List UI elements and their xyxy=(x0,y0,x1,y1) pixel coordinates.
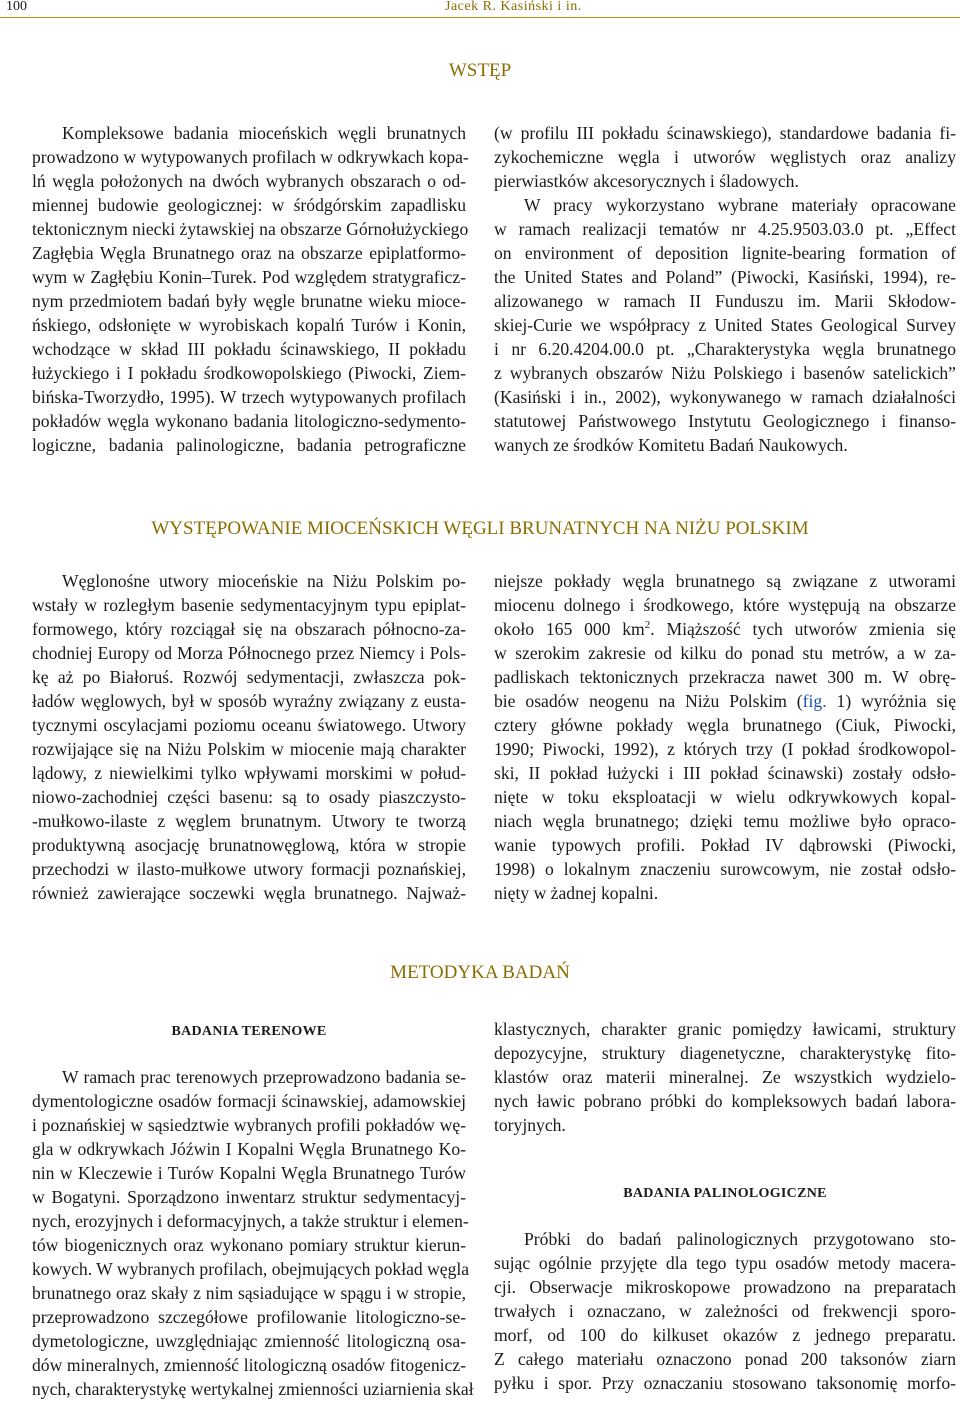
text-line: depozycyjne, struktury diagenetyczne, charakterystykę fito- xyxy=(494,1043,956,1063)
palynology-paragraph xyxy=(494,1227,956,1395)
occurrence-right-column xyxy=(494,569,956,905)
text-line: kowych. W wybranych profilach, obejmujących pokład węgla xyxy=(32,1259,470,1279)
text-line: prowadzono w wytypowanych profilach w odkrywkach kopa- xyxy=(32,147,469,167)
text-line: nych, charakterystykę wertykalnej zmienności uziarnienia skał xyxy=(32,1379,474,1399)
subsection-title-palinologiczne: BADANIA PALINOLOGICZNE xyxy=(623,1186,827,1201)
field-paragraph-cont xyxy=(494,1017,956,1137)
text-line: padliskach tektonicznych przekracza nawet 300 m. W obrę- xyxy=(494,667,956,687)
text-line: lądowy, z niewielkimi tylko wpływami morskimi w połud- xyxy=(32,763,466,783)
text-line: alizowanego w ramach II Funduszu im. Marii Skłodow- xyxy=(494,291,956,311)
text-line: brunatnego oraz skały z nim sąsiadujące w spągu i w stropie, xyxy=(32,1283,466,1303)
text-line: chodniej Europy od Morza Północnego przez Niemcy i Pols- xyxy=(32,643,466,663)
text-line: wym w Zagłębiu Konin–Turek. Pod względem stratygraficz- xyxy=(32,267,466,287)
text-line: Kompleksowe badania mioceńskich węgli brunatnych xyxy=(62,123,466,143)
text-line: nin w Kleczewie i Turów Kopalni Węgla Brunatnego Turów xyxy=(32,1163,466,1183)
text-line: niowo-zachodniej części basenu: są to osady piaszczysto- xyxy=(32,787,466,807)
palynology-right-column xyxy=(494,1227,956,1395)
text-line: pokładów węgla wykonano badania litologiczno-sedymento- xyxy=(32,411,466,431)
superscript-2: 2 xyxy=(644,619,651,632)
text-line: nięte w toku eksploatacji w wielu odkrywkowych kopal- xyxy=(494,787,956,807)
text-line: the United States and Poland” (Piwocki, Kasiński, 1994), re- xyxy=(494,267,956,287)
text-fragment: 1) wyróżnia się xyxy=(826,691,956,711)
text-line: tycznymi oscylacjami poziomu oceanu światowego. Utwory xyxy=(32,715,466,735)
text-line: zykochemiczne węgla i utworów węglistych oraz analizy xyxy=(494,147,956,167)
occurrence-paragraph-cont xyxy=(494,569,956,905)
text-line: niejsze pokłady węgla brunatnego są związane z utworami xyxy=(494,571,956,591)
text-line: w ramach realizacji tematów nr 4.25.9503.03.0 pt. „Effect xyxy=(494,219,956,239)
text-line: W ramach prac terenowych przeprowadzono badania se- xyxy=(62,1067,466,1087)
text-line: przeprowadzono szczegółowe profilowanie litologiczno-se- xyxy=(32,1307,466,1327)
text-line: 1998) o lokalnym znaczeniu surowcowym, nie został odsło- xyxy=(494,859,956,879)
text-line: Zagłębia Węgla Brunatnego oraz na obszarze epiplatformo- xyxy=(32,243,466,263)
text-line: przechodzi w ilasto-mułkowe utwory formacji poznańskiej, xyxy=(32,859,466,879)
text-line: klastów oraz materii mineralnej. Ze wszystkich wydzielo- xyxy=(494,1067,956,1087)
text-line: kę aż po Białoruś. Rozwój sedymentacji, zwłaszcza pok- xyxy=(32,667,466,687)
text-line: morf, od 100 do kilkuset okazów z jednego preparatu. xyxy=(494,1325,956,1345)
text-line: tektonicznym niecki żytawskiej na obszarze Górnołużyckiego xyxy=(32,219,469,239)
intro-paragraph-1 xyxy=(32,121,469,457)
text-line: wchodzące w skład III pokładu ścinawskiego, II pokładu xyxy=(32,339,466,359)
text-line: dów mineralnych, zmienność litologiczną osadów fitogenicz- xyxy=(32,1355,466,1375)
text-line: sując ogólnie przyjęte dla tego typu osadów metody macera- xyxy=(494,1253,956,1273)
text-line: z wybranych obszarów Niżu Polskiego i basenów satelickich” xyxy=(494,363,956,383)
text-line: dymetologiczne, uwzględniając zmienność litologiczną osa- xyxy=(32,1331,466,1351)
text-line: niach węgla brunatnego; dzięki temu możliwe było opraco- xyxy=(494,811,956,831)
section-title-metodyka: METODYKA BADAŃ xyxy=(390,962,570,983)
text-line: miocenu dolnego i środkowego, które występują na obszarze xyxy=(494,595,956,615)
text-line: nięty w żadnej kopalni. xyxy=(494,883,659,903)
text-line: logiczne, badania palinologiczne, badania petrograficzne xyxy=(32,435,466,455)
text-line: cji. Obserwacje mikroskopowe prowadzono na preparatach xyxy=(494,1277,956,1297)
text-line: klastycznych, charakter granic pomiędzy ławicami, struktury xyxy=(494,1019,956,1039)
text-line xyxy=(494,689,956,713)
text-line: Z całego materiału oznaczono ponad 200 taksonów ziarn xyxy=(494,1349,956,1369)
text-line: cztery główne pokłady węgla brunatnego (Ciuk, Piwocki, xyxy=(494,715,956,735)
text-line: -mułkowo-ilaste z węglem brunatnym. Utwory te tworzą xyxy=(32,811,466,831)
text-line: Próbki do badań palinologicznych przygotowano sto- xyxy=(524,1229,956,1249)
figure-link[interactable]: fig. xyxy=(802,691,827,711)
text-line: rozwijające się na Niżu Polskim w miocenie mają charakter xyxy=(32,739,466,759)
text-line: (w profilu III pokładu ścinawskiego), standardowe badania fi- xyxy=(494,123,956,143)
text-line xyxy=(494,617,956,641)
intro-paragraph-2 xyxy=(494,193,956,457)
text-line: Węglonośne utwory mioceńskie na Niżu Polskim po- xyxy=(62,571,466,591)
text-fragment: . Miąższość tych utworów zmienia się xyxy=(650,619,956,639)
text-line: wanie typowych profili. Pokład IV dąbrowski (Piwocki, xyxy=(494,835,956,855)
text-line: statutowej Państwowego Instytutu Geologicznego i finanso- xyxy=(494,411,956,431)
intro-left-column xyxy=(32,121,469,457)
text-line: ski, II pokład łużycki i III pokład ścinawski) zostały odsło- xyxy=(494,763,956,783)
subsection-title-terenowe: BADANIA TERENOWE xyxy=(171,1024,327,1039)
intro-paragraph-1-cont xyxy=(494,121,956,193)
text-line: w Bogatyni. Sporządzono inwentarz struktur sedymentacyj- xyxy=(32,1187,466,1207)
section-title-wstep: WSTĘP xyxy=(448,60,512,81)
text-line: 1990; Piwocki, 1992), z których trzy (I pokład środkowopol- xyxy=(494,739,956,759)
text-line: toryjnych. xyxy=(494,1115,566,1135)
text-line: łużyckiego i I pokładu środkowopolskiego (Piwocki, Ziem- xyxy=(32,363,466,383)
text-line: ńskiego, odsłonięte w wyrobiskach kopalń Turów i Konin, xyxy=(32,315,466,335)
text-line: skiej-Curie we współpracy z United States Geological Survey xyxy=(494,315,956,335)
text-line: produktywną asocjację brunatnowęglową, która w stropie xyxy=(32,835,466,855)
text-line: tów biogenicznych oraz wykonano pomiary struktur kierun- xyxy=(32,1235,466,1255)
text-fragment: bie osadów neogenu na Niżu Polskim ( xyxy=(494,691,803,711)
text-line: w szerokim zakresie od kilku do ponad stu metrów, a w za- xyxy=(494,643,956,663)
text-line: i poznańskiej w sąsiedztwie wybranych profili pokładów wę- xyxy=(32,1115,466,1135)
text-line: nych ławic pobrano próbki do kompleksowych badań labora- xyxy=(494,1091,956,1111)
page-number: 100 xyxy=(6,0,27,14)
text-line: lń węgla położonych na dwóch wybranych obszarach o od- xyxy=(32,171,466,191)
text-line: wstały w rozległym basenie sedymentacyjnym typu epiplat- xyxy=(32,595,466,615)
text-line: nym przedmiotem badań były węgle brunatne wieku mioce- xyxy=(32,291,466,311)
text-line: dymentologiczne osadów formacji ścinawskiej, adamowskiej xyxy=(32,1091,466,1111)
text-line: trwałych i oznaczano, w zależności od frekwencji sporo- xyxy=(494,1301,956,1321)
intro-right-column xyxy=(494,121,956,457)
occurrence-left-column xyxy=(32,569,466,905)
occurrence-paragraph xyxy=(32,569,466,905)
running-author: Jacek R. Kasiński i in. xyxy=(445,0,582,14)
text-line: pyłku i spor. Przy oznaczaniu stosowano taksonomię morfo- xyxy=(494,1373,956,1393)
area-value: około 165 000 km xyxy=(494,619,645,639)
text-line: gla w odkrywkach Jóźwin I Kopalni Węgla Brunatnego Ko- xyxy=(32,1139,466,1159)
text-line: i nr 6.20.4204.00.0 pt. „Charakterystyka węgla brunatnego xyxy=(494,339,956,359)
text-line: formowego, który rozciągał się na obszarach północno-za- xyxy=(32,619,466,639)
section-title-wystepowanie: WYSTĘPOWANIE MIOCEŃSKICH WĘGLI BRUNATNYCH NA NIŻU POLSKIM xyxy=(151,518,809,539)
text-line: również zawierające soczewki węgla brunatnego. Najważ- xyxy=(32,883,466,903)
field-right-column xyxy=(494,1017,956,1137)
text-line: on environment of deposition lignite-bearing formation of xyxy=(494,243,956,263)
text-line: miennej budowie geologicznej: w śródgórskim zapadlisku xyxy=(32,195,466,215)
text-line: pierwiastków akcesorycznych i śladowych. xyxy=(494,171,799,191)
text-line: wanych ze środków Komitetu Badań Naukowych. xyxy=(494,435,848,455)
field-left-column xyxy=(32,1065,474,1401)
text-line: nych, erozyjnych i deformacyjnych, a także struktur i elemen- xyxy=(32,1211,469,1231)
text-line: (Kasiński i in., 2002), wykonywanego w ramach działalności xyxy=(494,387,956,407)
field-paragraph xyxy=(32,1065,474,1401)
text-line: bińska-Tworzydło, 1995). W trzech wytypowanych profilach xyxy=(32,387,466,407)
text-line: W pracy wykorzystano wybrane materiały opracowane xyxy=(524,195,956,215)
header-rule xyxy=(0,17,960,18)
text-line: ładów węglowych, był w sposób wyraźny związany z eusta- xyxy=(32,691,466,711)
